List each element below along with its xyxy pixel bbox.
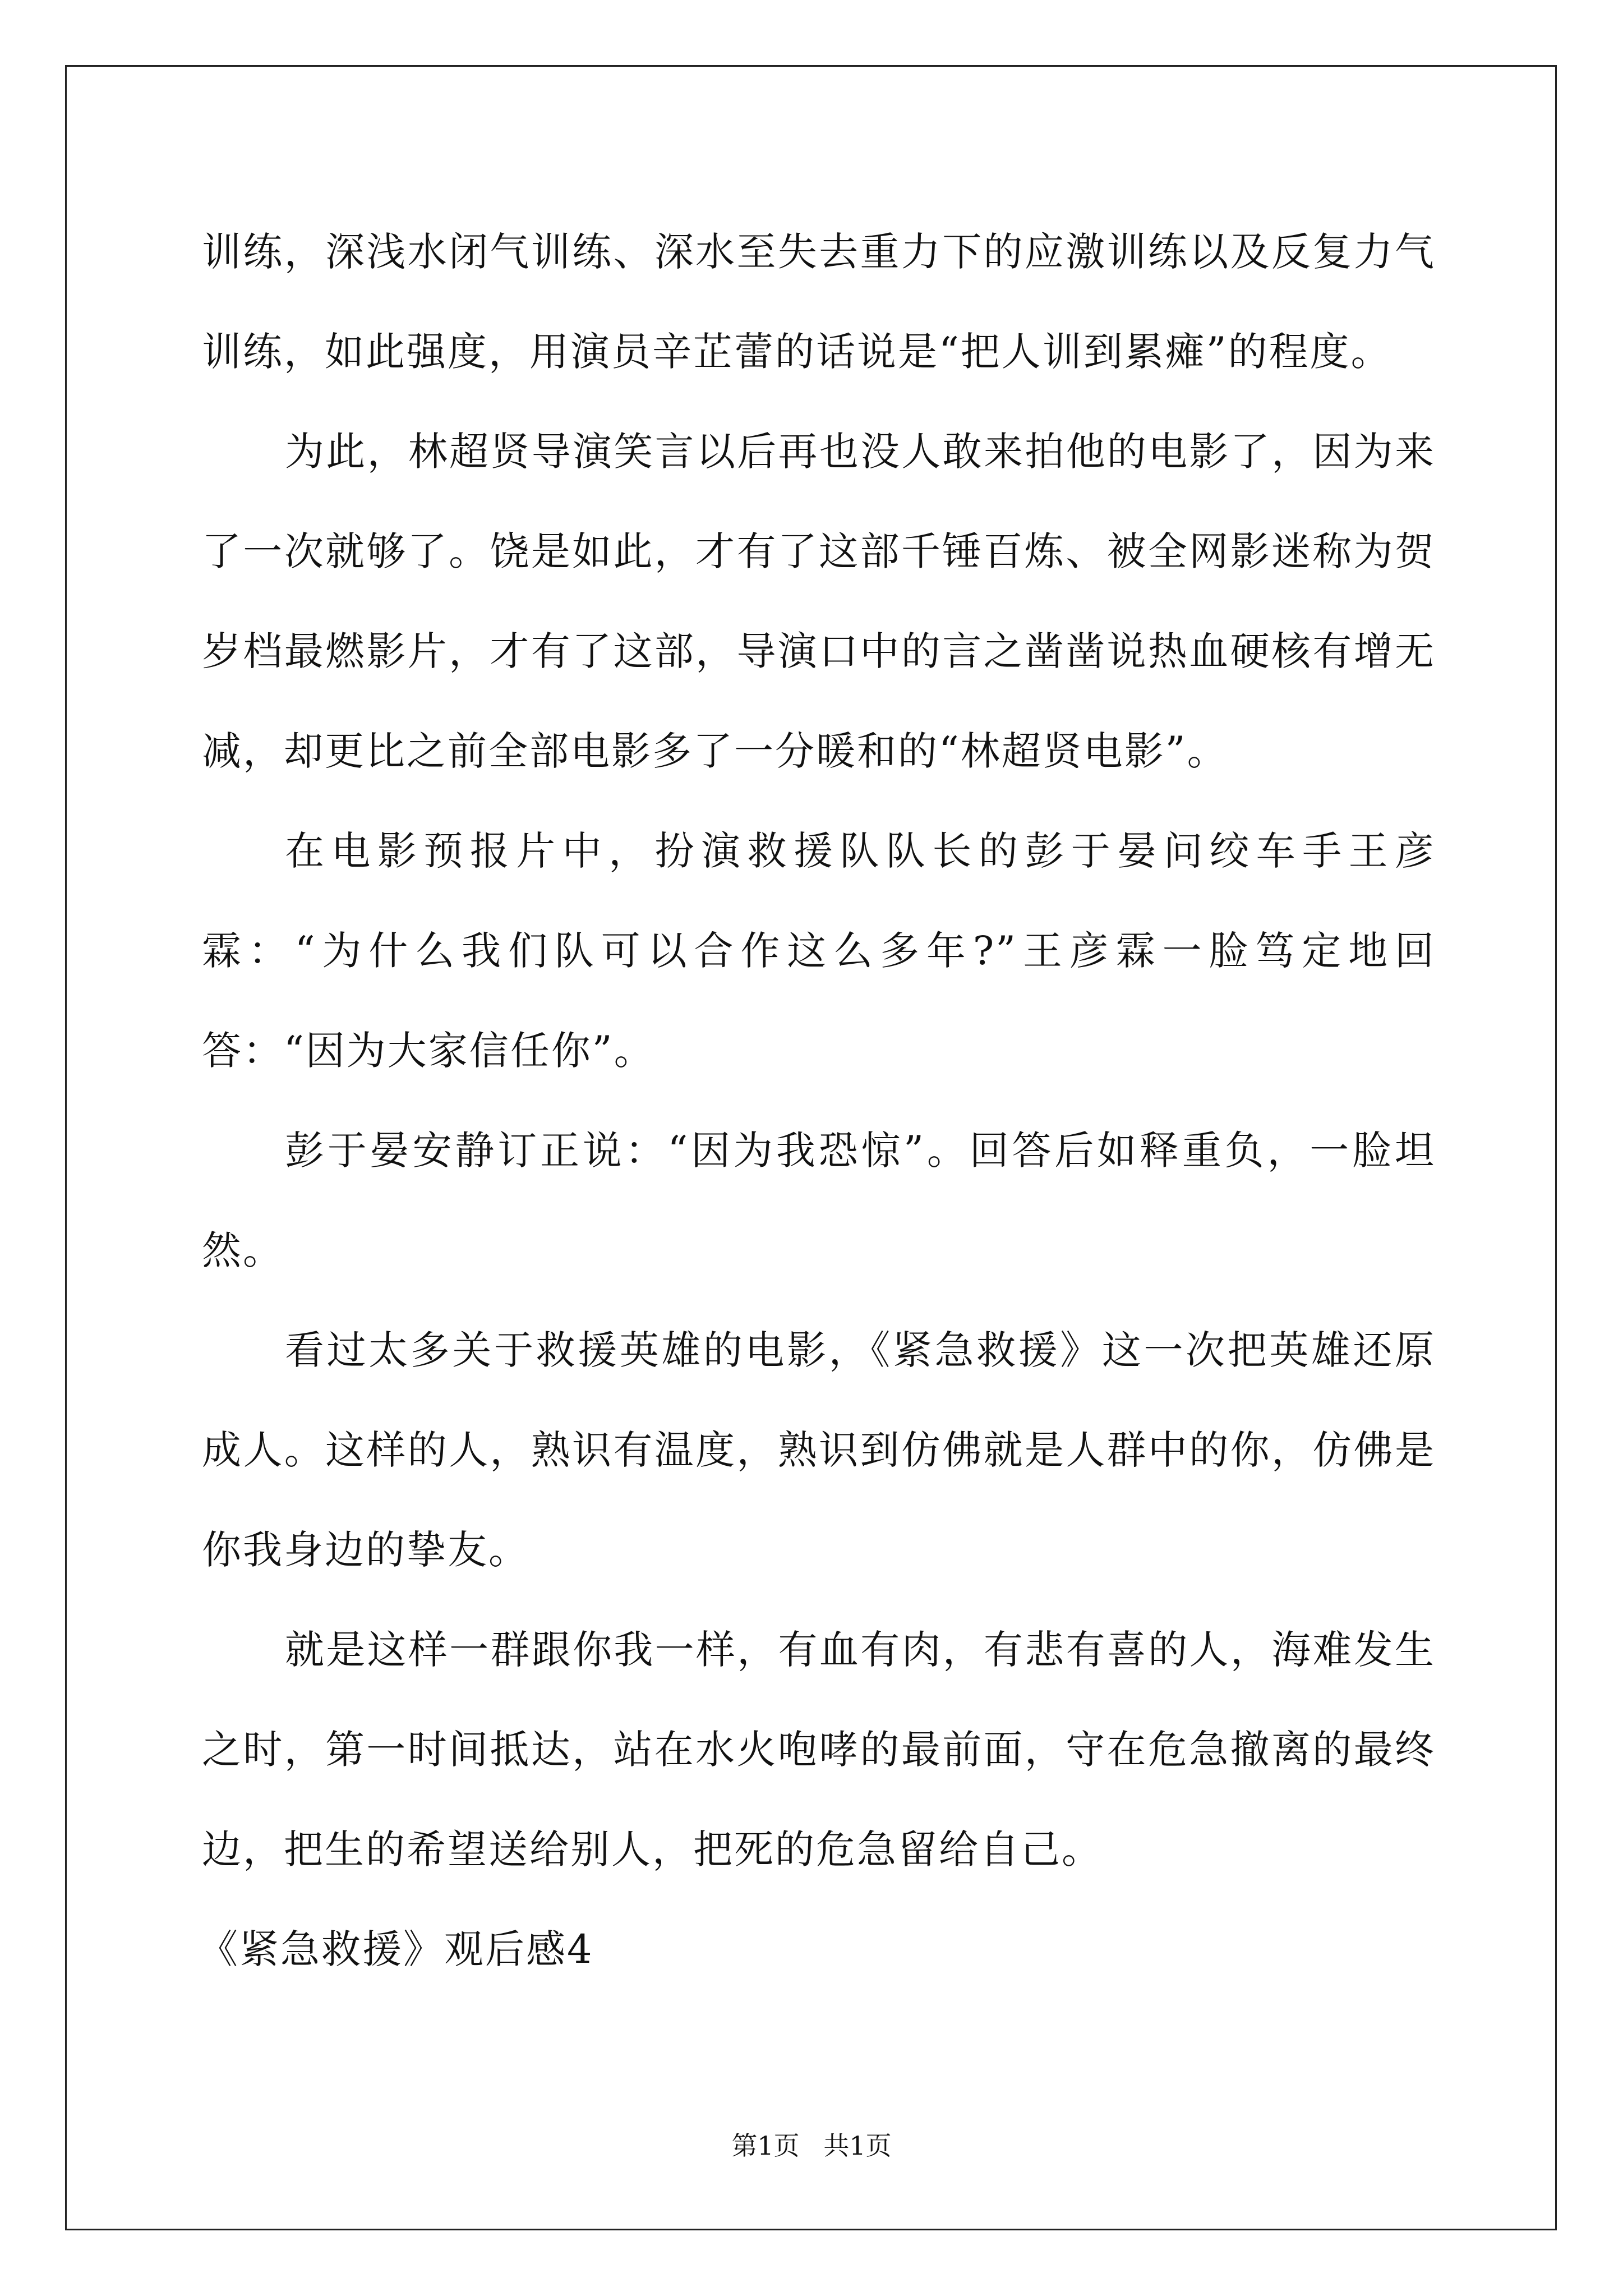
paragraph-6: 就是这样一群跟你我一样，有血有肉，有悲有喜的人，海难发生之时，第一时间抵达，站在水火咆哮的最前面，守在危急撤离的最终边，把生的希望送给别人，把死的危急留给自己。 <box>202 1627 1436 1872</box>
section-heading: 《紧急救援》观后感4 <box>199 1926 594 1972</box>
paragraph-3: 在电影预报片中，扮演救援队队长的彭于晏问绞车手王彦霖：“为什么我们队可以合作这么多年?”王彦霖一脸笃定地回答：“因为大家信任你”。 <box>202 828 1436 1074</box>
page-total: 共1页 <box>823 2131 892 2161</box>
document-body <box>199 202 1436 1999</box>
paragraph-5: 看过太多关于救援英雄的电影，《紧急救援》这一次把英雄还原成人。这样的人，熟识有温度，熟识到仿佛就是人群中的你，仿佛是你我身边的挚友。 <box>202 1327 1436 1573</box>
page-footer <box>0 2129 1623 2162</box>
paragraph-2: 为此，林超贤导演笑言以后再也没人敢来拍他的电影了，因为来了一次就够了。饶是如此，才有了这部千锤百炼、被全网影迷称为贺岁档最燃影片，才有了这部，导演口中的言之凿凿说热血硬核有增无减，却更比之前全部电影多了一分暖和的“林超贤电影”。 <box>202 429 1436 774</box>
paragraph-1: 训练，深浅水闭气训练、深水至失去重力下的应激训练以及反复力气训练，如此强度，用演员辛芷蕾的话说是“把人训到累瘫”的程度。 <box>202 229 1436 375</box>
page-number: 第1页 <box>731 2131 800 2161</box>
paragraph-4: 彭于晏安静订正说：“因为我恐惊”。回答后如释重负，一脸坦然。 <box>202 1128 1436 1273</box>
